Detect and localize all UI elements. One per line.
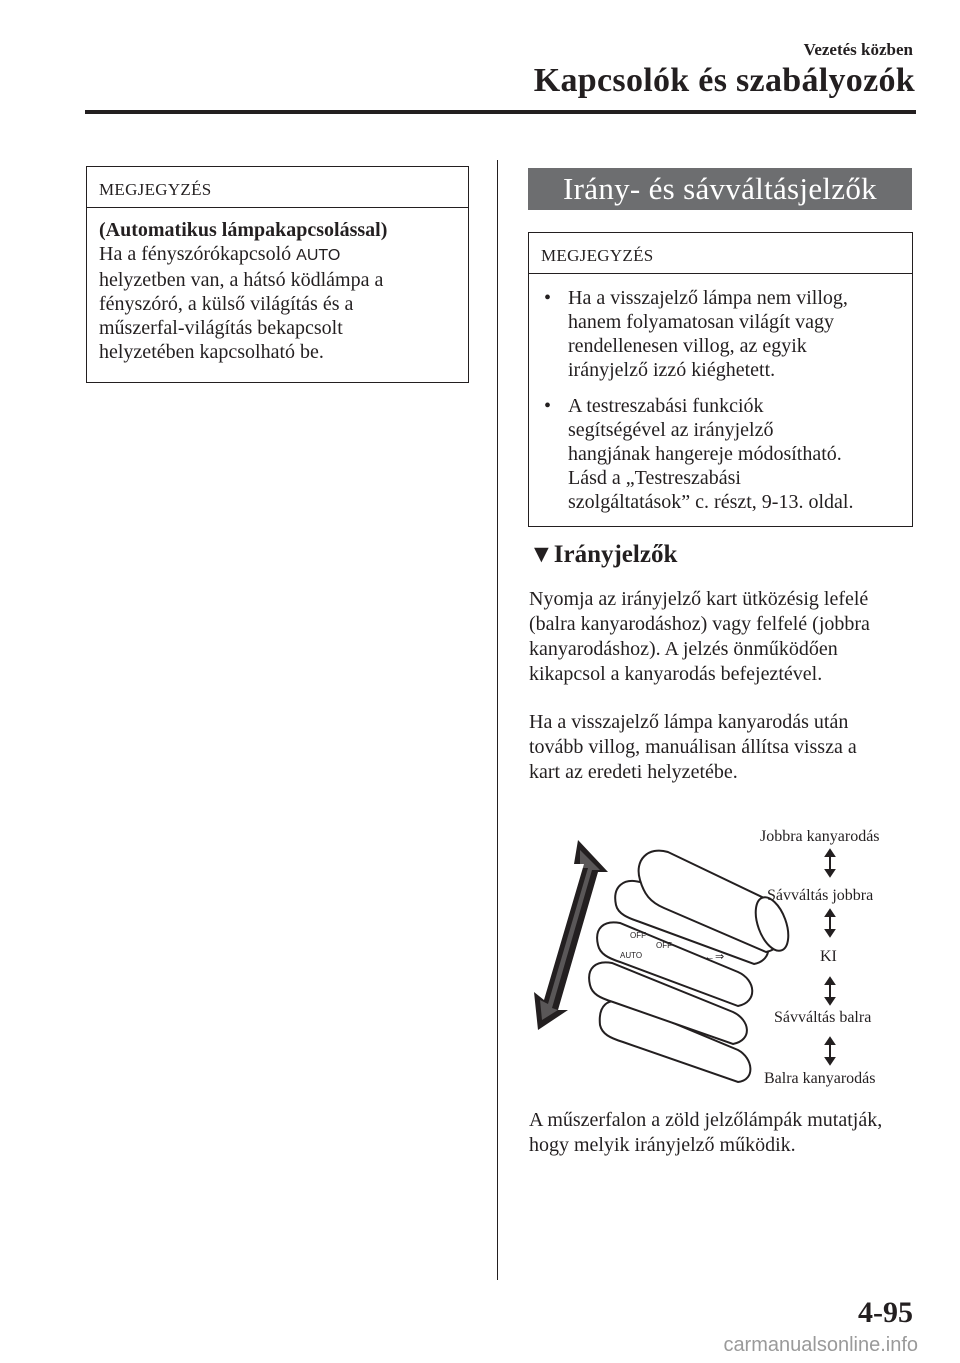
bullet-icon: • <box>544 395 552 417</box>
paragraph-line: (balra kanyarodáshoz) vagy felfelé (jobbra <box>529 613 870 635</box>
bullet-line: A testreszabási funkciók <box>568 395 764 417</box>
bullet-line: hanem folyamatosan világít vagy <box>568 311 835 333</box>
bullet-line: Lásd a „Testreszabási <box>568 467 741 489</box>
label-right-turn: Jobbra kanyarodás <box>760 828 880 845</box>
running-header-title: Kapcsolók és szabályozók <box>533 62 915 99</box>
paragraph-line: A műszerfalon a zöld jelzőlámpák mutatják, <box>529 1109 883 1131</box>
bullet-line: rendellenesen villog, az egyik <box>568 335 807 357</box>
note-bullet-item <box>541 394 900 514</box>
updown-arrow-icon <box>826 910 834 936</box>
note-body <box>87 208 468 364</box>
bullet-line: szolgáltatások” c. részt, 9-13. oldal. <box>568 491 854 513</box>
note-line: műszerfal-világítás bekapcsolt <box>99 317 343 339</box>
page-number: 4-95 <box>858 1296 913 1329</box>
note-heading: MEGJEGYZÉS <box>529 233 912 274</box>
subheading <box>529 541 677 569</box>
arrow-mark: ←⇒ <box>704 951 725 963</box>
paragraph-line: kart az eredeti helyzetébe. <box>529 761 738 783</box>
watermark: carmanualsonline.info <box>723 1334 918 1356</box>
bullet-line: segítségével az irányjelző <box>568 419 774 441</box>
note-heading: MEGJEGYZÉS <box>87 167 468 208</box>
note-subtitle: (Automatikus lámpakapcsolással) <box>99 219 388 241</box>
column-divider <box>497 160 498 1280</box>
bullet-line: irányjelző izzó kiéghetett. <box>568 359 776 381</box>
paragraph-line: Nyomja az irányjelző kart ütközésig lefelé <box>529 588 869 610</box>
note-bullet-list <box>541 286 900 514</box>
paragraph <box>529 710 919 785</box>
section-title-bar: Irány- és sávváltásjelzők <box>528 168 912 210</box>
left-note-box <box>86 166 469 383</box>
auto-mark: AUTO <box>620 951 643 960</box>
updown-arrow-icon <box>826 1038 834 1064</box>
label-lane-change-left: Sávváltás balra <box>774 1009 872 1026</box>
paragraph-line: hogy melyik irányjelző működik. <box>529 1134 796 1156</box>
running-header-section: Vezetés közben <box>803 40 913 59</box>
paragraph-line: Ha a visszajelző lámpa kanyarodás után <box>529 711 849 733</box>
turn-signal-lever-illustration <box>528 820 918 1095</box>
subheading-text: Irányjelzők <box>553 541 678 568</box>
paragraph-line: kanyarodáshoz). A jelzés önműködően <box>529 638 838 660</box>
note-bullet-item <box>541 286 900 382</box>
header-rule <box>85 110 916 114</box>
updown-arrow-icon <box>826 850 834 876</box>
note-line: Ha a fényszórókapcsoló AUTO <box>99 243 341 265</box>
off-mark: OFF <box>630 931 646 940</box>
triangle-down-icon: ▼ <box>529 541 554 568</box>
label-left-turn: Balra kanyarodás <box>764 1070 876 1087</box>
off-mark: OFF <box>656 941 672 950</box>
note-line: fényszóró, a külső világítás és a <box>99 293 354 315</box>
turn-signal-figure <box>528 820 918 1095</box>
bullet-line: Ha a visszajelző lámpa nem villog, <box>568 287 848 309</box>
note-body <box>529 274 912 514</box>
note-line: helyzetében kapcsolható be. <box>99 341 324 363</box>
paragraph-line: tovább villog, manuálisan állítsa vissza a <box>529 736 857 758</box>
updown-arrow-icon <box>826 978 834 1004</box>
label-off: KI <box>820 948 837 965</box>
lever-stack <box>589 851 795 1082</box>
note-line: helyzetben van, a hátsó ködlámpa a <box>99 269 384 291</box>
paragraph <box>529 1108 919 1158</box>
paragraph-line: kikapcsol a kanyarodás befejeztével. <box>529 663 823 685</box>
bullet-line: hangjának hangereje módosítható. <box>568 443 842 465</box>
label-lane-change-right: Sávváltás jobbra <box>767 887 874 904</box>
bullet-icon: • <box>544 287 552 309</box>
paragraph <box>529 587 919 687</box>
right-note-box <box>528 232 913 527</box>
auto-symbol: AUTO <box>296 247 341 264</box>
